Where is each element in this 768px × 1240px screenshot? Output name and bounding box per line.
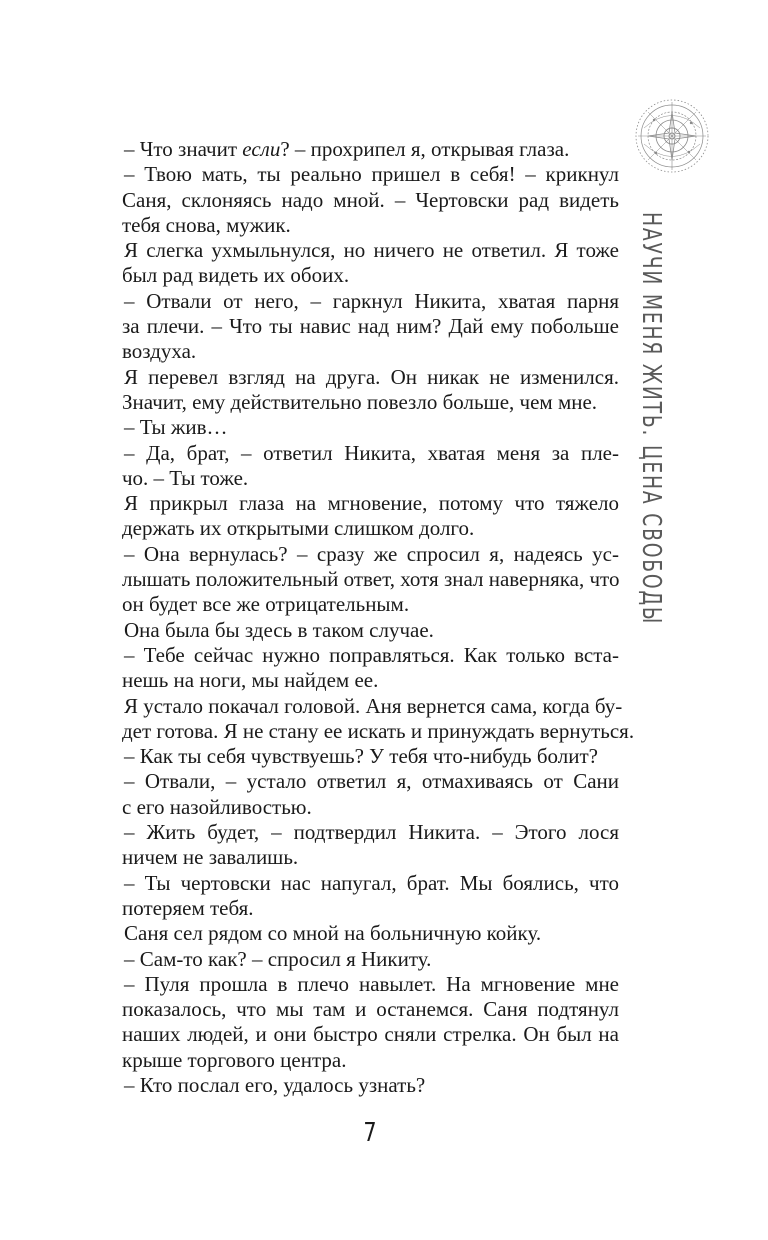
paragraph <box>122 238 619 289</box>
text-line: он будет все же отрицательным. <box>122 592 410 617</box>
paragraph <box>122 693 635 745</box>
paragraph <box>122 542 619 618</box>
paragraph <box>122 441 619 492</box>
paragraph <box>122 871 619 922</box>
text-line: потеряем тебя. <box>122 895 254 920</box>
running-title <box>632 212 672 626</box>
text-line: – Да, брат, – ответил Никита, хватая меня за пле- <box>124 440 619 465</box>
text-line: – Ты чертовски нас напугал, брат. Мы боялись, что <box>124 870 619 895</box>
paragraph <box>122 921 619 946</box>
paragraph <box>122 365 619 416</box>
text-line: – Кто послал его, удалось узнать? <box>124 1072 426 1097</box>
text-line: тебя снова, мужик. <box>122 212 291 237</box>
text-line: лышать положительный ответ, хотя знал наверняка, что <box>122 567 620 592</box>
paragraph <box>122 744 619 769</box>
text-line: Я слегка ухмыльнулся, но ничего не ответил. Я тоже <box>124 238 619 263</box>
text-line: – Твою мать, ты реально пришел в себя! – крикнул <box>124 162 619 187</box>
text-line: – Ты жив… <box>124 415 228 440</box>
text-line: – Пуля прошла в плечо навылет. На мгновение мне <box>124 971 619 996</box>
paragraph <box>122 289 619 365</box>
page-number: 7 <box>363 1118 377 1148</box>
body-text <box>122 137 635 1098</box>
text-line: – Тебе сейчас нужно поправляться. Как только вста- <box>124 642 619 667</box>
text-line: ничем не завалишь. <box>122 845 299 870</box>
text-line: Я перевел взгляд на друга. Он никак не изменился. <box>124 364 619 389</box>
text-line: держать их открытыми слишком долго. <box>122 516 475 541</box>
text-line: – Сам-то как? – спросил я Никиту. <box>124 946 432 971</box>
text-line: показалось, что мы там и останемся. Саня подтянул <box>122 997 619 1022</box>
running-title-text: НАУЧИ МЕНЯ ЖИТЬ. ЦЕНА СВОБОДЫ <box>636 212 666 626</box>
text-line: чо. – Ты тоже. <box>122 465 249 490</box>
paragraph <box>122 947 619 972</box>
text-line: – Она вернулась? – сразу же спросил я, надеясь ус- <box>124 541 619 566</box>
text-line: – Отвали, – устало ответил я, отмахиваясь от Сани <box>124 769 619 794</box>
paragraph <box>122 769 619 820</box>
text-line: – Как ты себя чувствуешь? У тебя что-нибудь болит? <box>124 744 598 769</box>
text-line: с его назойливостью. <box>122 794 312 819</box>
text-line: за плечи. – Что ты навис над ним? Дай ему побольше <box>122 314 619 339</box>
paragraph <box>122 162 619 238</box>
text-run: ? – прохрипел я, открывая глаза. <box>280 137 570 161</box>
paragraph <box>122 1073 619 1098</box>
text-line: Саня сел рядом со мной на больничную койку. <box>124 921 542 946</box>
text-line: дет готова. Я не стану ее искать и принуждать вернуться. <box>122 718 635 743</box>
compass-emblem-icon <box>634 98 710 174</box>
text-line: наших людей, и они быстро сняли стрелка. Он был на <box>122 1022 619 1047</box>
paragraph <box>122 415 619 440</box>
paragraph <box>122 137 619 162</box>
text-run: – Что значит <box>124 137 243 161</box>
text-line: – Отвали от него, – гаркнул Никита, хватая парня <box>124 288 619 313</box>
text-line: – Жить будет, – подтвердил Никита. – Этого лося <box>124 820 619 845</box>
italic-word: если <box>242 137 281 161</box>
paragraph <box>122 618 619 643</box>
text-line: был рад видеть их обоих. <box>122 263 350 288</box>
text-line: Я прикрыл глаза на мгновение, потому что тяжело <box>124 491 619 516</box>
paragraph <box>122 643 619 694</box>
text-line: воздуха. <box>122 339 197 364</box>
text-line: Она была бы здесь в таком случае. <box>124 617 434 642</box>
text-line: Я устало покачал головой. Аня вернется сама, когда бу- <box>124 693 623 718</box>
text-line: нешь на ноги, мы найдем ее. <box>122 668 379 693</box>
text-line: Значит, ему действительно повезло больше, чем мне. <box>122 389 598 414</box>
paragraph <box>122 972 619 1073</box>
text-line <box>122 137 619 162</box>
paragraph <box>122 491 619 542</box>
text-line: крыше торгового центра. <box>122 1047 347 1072</box>
paragraph <box>122 820 619 871</box>
text-line: Саня, склоняясь надо мной. – Чертовски рад видеть <box>122 187 619 212</box>
